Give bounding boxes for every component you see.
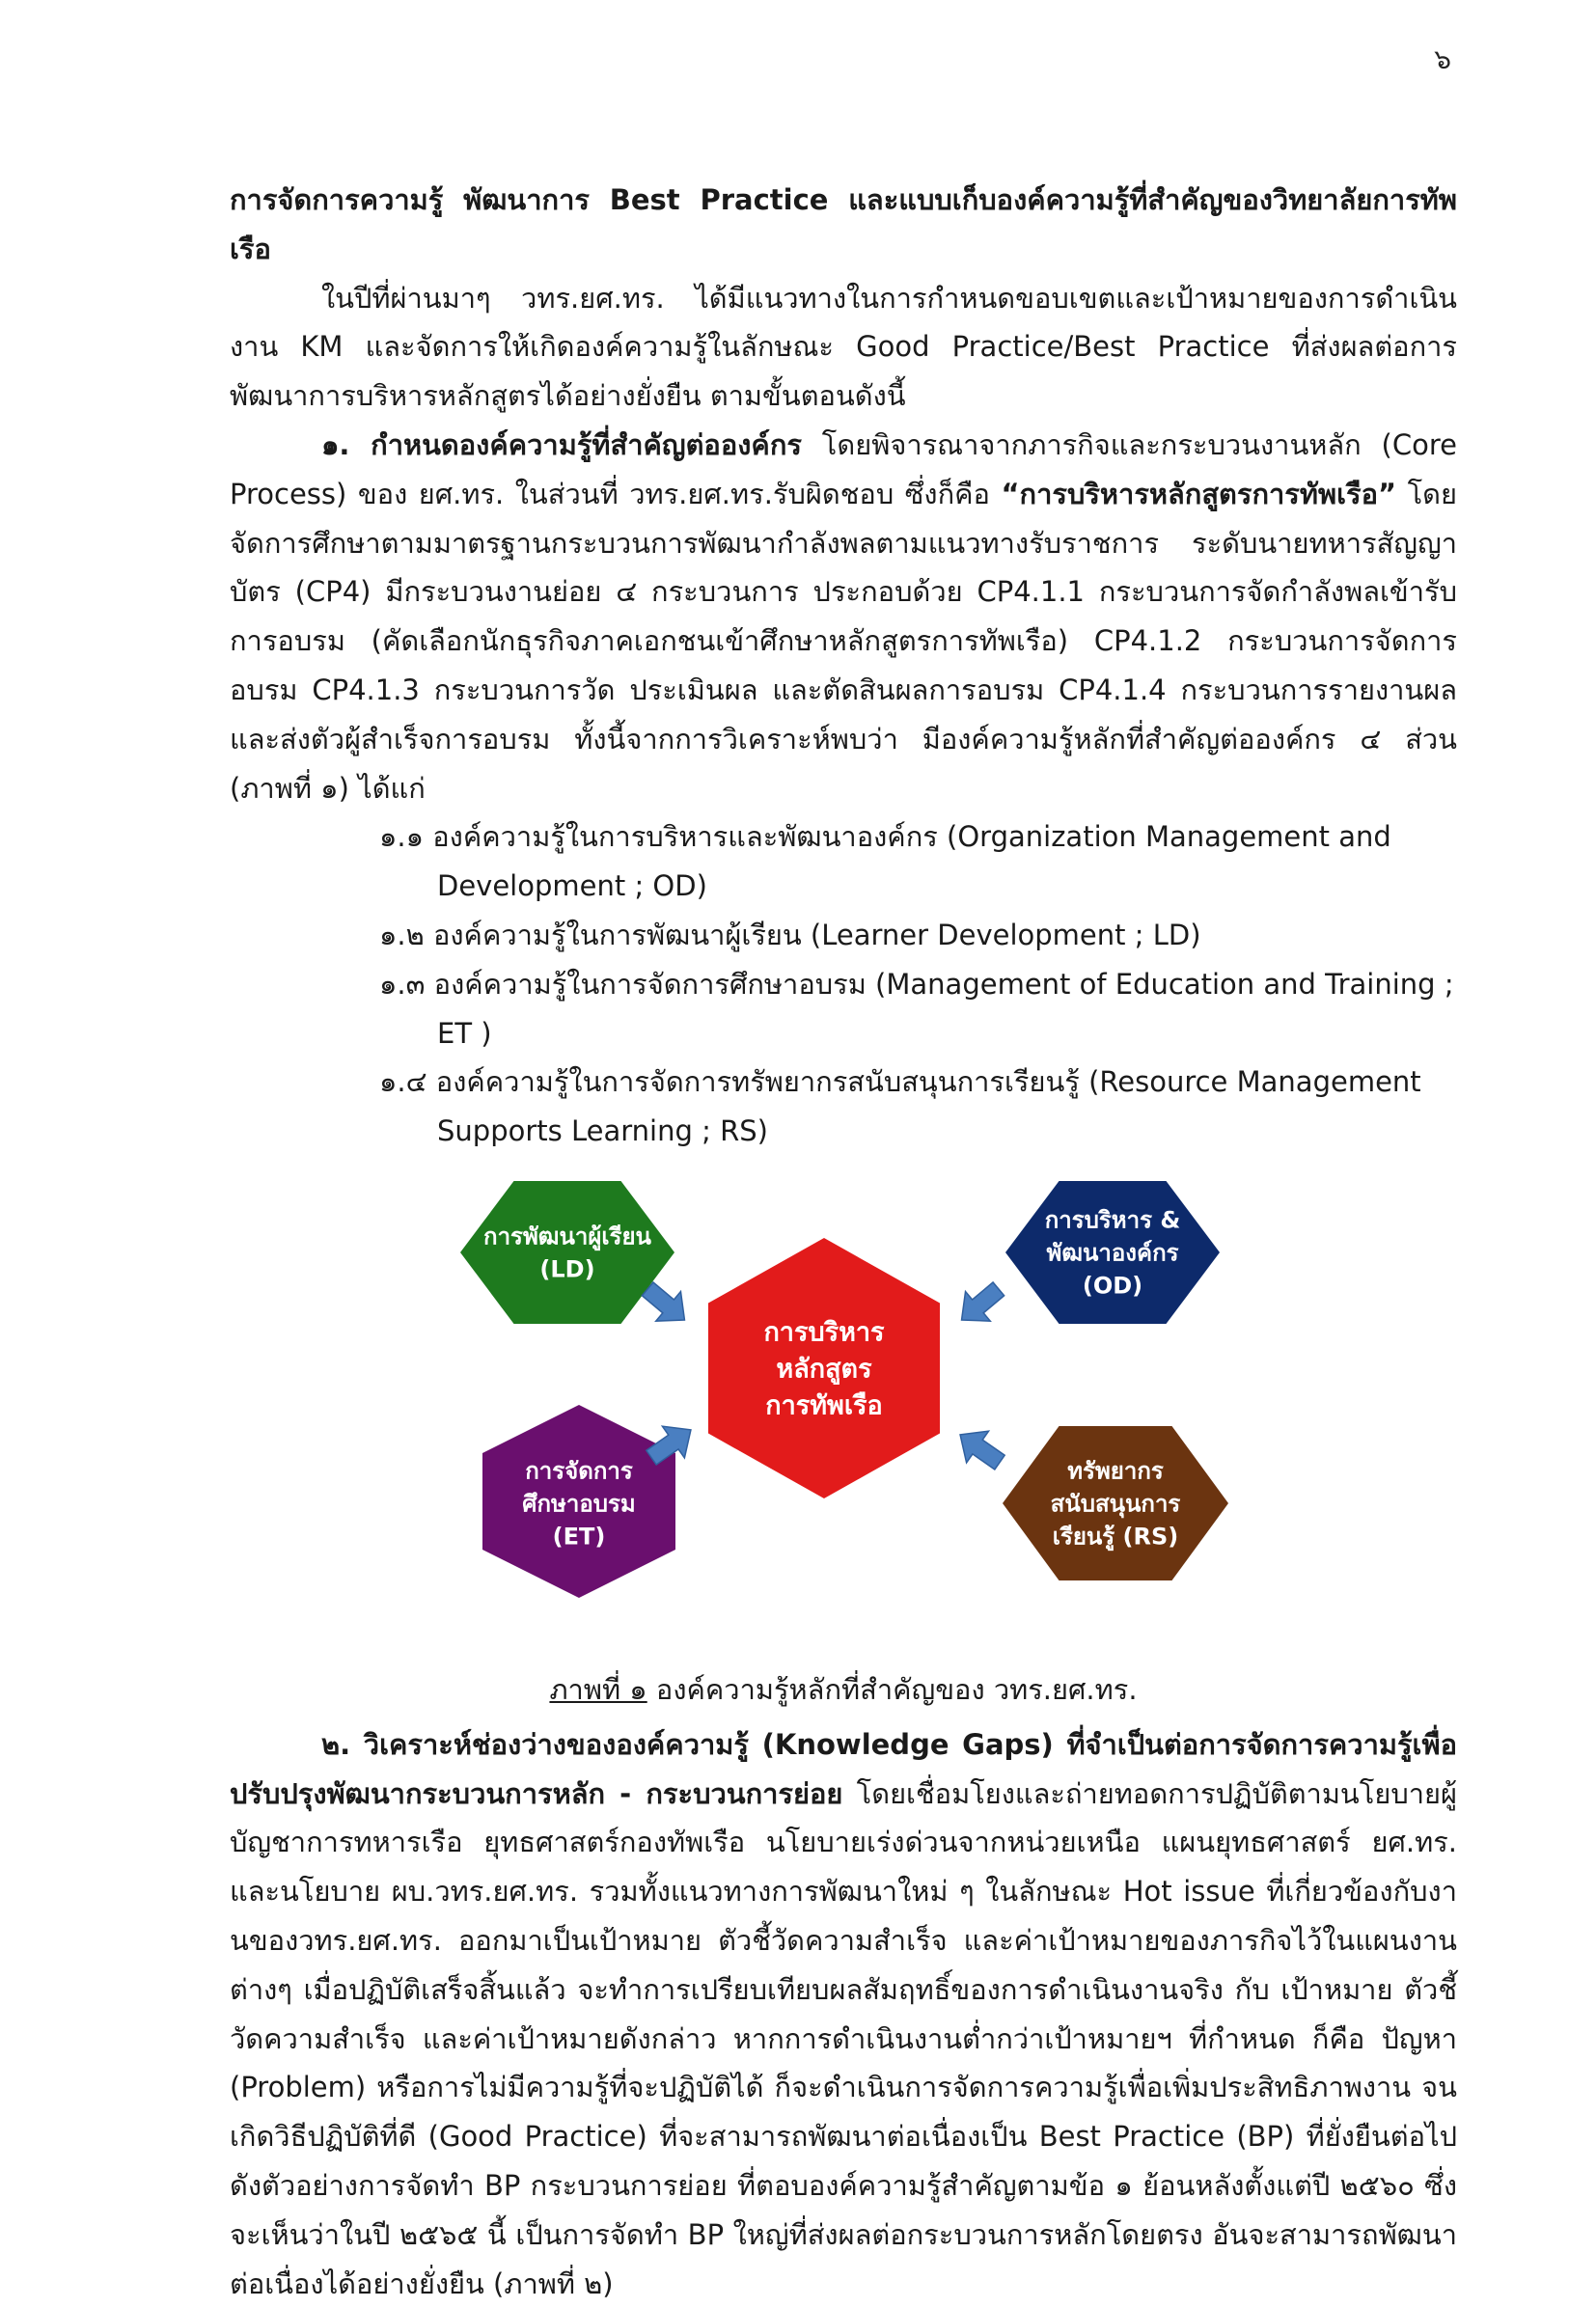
ld-hexagon: [460, 1181, 674, 1324]
document-body: [230, 176, 1457, 2308]
section-1-paragraph: [230, 421, 1457, 812]
section-2-text: โดยเชื่อมโยงและถ่ายทอดการปฏิบัติตามนโยบายผู้บัญชาการทหารเรือ ยุทธศาสตร์กองทัพเรือ นโยบายเร่งด่วนจากหน่วยเหนือ แผนยุทธศาสตร์ ยศ.ทร. และนโยบาย ผบ.วทร.ยศ.ทร. รวมทั้งแนวทางการพัฒนาใหม่ ๆ ในลักษณะ Hot issue ที่เกี่ยวข้องกับงานของวทร.ยศ.ทร. ออกมาเป็นเป้าหมาย ตัวชี้วัดความสำเร็จ และค่าเป้าหมายของภารกิจไว้ในแผนงานต่างๆ เมื่อปฏิบัติเสร็จสิ้นแล้ว จะทำการเปรียบเทียบผลสัมฤทธิ์ของการดำเนินงานจริง กับ เป้าหมาย ตัวชี้วัดความสำเร็จ และค่าเป้าหมายดังกล่าว หากการดำเนินงานต่ำกว่าเป้าหมายฯ ที่กำหนด ก็คือ ปัญหา (Problem) หรือการไม่มีความรู้ที่จะปฏิบัติได้ ก็จะดำเนินการจัดการความรู้เพื่อเพิ่มประสิทธิภาพงาน จนเกิดวิธีปฏิบัติที่ดี (Good Practice) ที่จะสามารถพัฒนาต่อเนื่องเป็น Best Practice (BP) ที่ยั่งยืนต่อไป ดังตัวอย่างการจัดทำ BP กระบวนการย่อย ที่ตอบองค์ความรู้สำคัญตามข้อ ๑ ย้อนหลังตั้งแต่ปี ๒๕๖๐ ซึ่งจะเห็นว่าในปี ๒๕๖๕ นี้ เป็นการจัดทำ BP ใหญ่ที่ส่งผลต่อกระบวนการหลักโดยตรง อันจะสามารถพัฒนาต่อเนื่องได้อย่างยั่งยืน (ภาพที่ ๒): [230, 1776, 1457, 2300]
list-item: ๑.๑ องค์ความรู้ในการบริหารและพัฒนาองค์กร (Organization Management and Development ; OD): [379, 820, 1391, 903]
ld-label: การพัฒนาผู้เรียน(LD): [483, 1223, 651, 1283]
rs-label: ทรัพยากรสนับสนุนการเรียนรู้ (RS): [1050, 1457, 1181, 1551]
knowledge-list: [230, 812, 1457, 1156]
et-label: การจัดการศึกษาอบรม(ET): [522, 1457, 636, 1551]
arrow-od: [949, 1274, 1011, 1334]
caption-text: องค์ความรู้หลักที่สำคัญของ วทร.ยศ.ทร.: [647, 1672, 1138, 1706]
od-label: การบริหาร &พัฒนาองค์กร(OD): [1044, 1206, 1181, 1300]
page-title: การจัดการความรู้ พัฒนาการ Best Practice และแบบเก็บองค์ความรู้ที่สำคัญของวิทยาลัยการทัพเรือ: [230, 183, 1457, 265]
list-item: ๑.๒ องค์ความรู้ในการพัฒนาผู้เรียน (Learner Development ; LD): [379, 918, 1201, 951]
caption-label: ภาพที่ ๑: [549, 1672, 647, 1706]
list-item: ๑.๔ องค์ความรู้ในการจัดการทรัพยากรสนับสนุนการเรียนรู้ (Resource Management Supports Learning ; RS): [379, 1065, 1421, 1148]
page-number: ๖: [1434, 43, 1451, 75]
section-1-emphasis: “การบริหารหลักสูตรการทัพเรือ”: [1001, 477, 1397, 510]
hexagon-diagram: [230, 1156, 1457, 1658]
arrow-rs: [949, 1418, 1011, 1477]
center-label: การบริหารหลักสูตรการทัพเรือ: [763, 1317, 885, 1421]
section-1-text-a: โดยพิจารณาจากภารกิจและกระบวนงานหลัก (Core Process) ของ ยศ.ทร. ในส่วนที่ วทร.ยศ.ทร.รับผิดชอบ ซึ่งก็คือ: [230, 427, 1457, 510]
section-1-heading: ๑. กำหนดองค์ความรู้ที่สำคัญต่อองค์กร: [321, 427, 802, 461]
knowledge-figure: [230, 1156, 1457, 1658]
figure-caption: [230, 1665, 1457, 1715]
list-item: ๑.๓ องค์ความรู้ในการจัดการศึกษาอบรม (Management of Education and Training ; ET ): [379, 967, 1454, 1050]
section-1-text-b: โดยจัดการศึกษาตามมาตรฐานกระบวนการพัฒนากำลังพลตามแนวทางรับราชการ ระดับนายทหารสัญญาบัตร (CP4) มีกระบวนงานย่อย ๔ กระบวนการ ประกอบด้วย CP4.1.1 กระบวนการจัดกำลังพลเข้ารับการอบรม (คัดเลือกนักธุรกิจภาคเอกชนเข้าศึกษาหลักสูตรการทัพเรือ) CP4.1.2 กระบวนการจัดการอบรม CP4.1.3 กระบวนการวัด ประเมินผล และตัดสินผลการอบรม CP4.1.4 กระบวนการรายงานผลและส่งตัวผู้สำเร็จการอบรม ทั้งนี้จากการวิเคราะห์พบว่า มีองค์ความรู้หลักที่สำคัญต่อองค์กร ๔ ส่วน (ภาพที่ ๑) ได้แก่: [230, 477, 1458, 805]
section-2-heading: ๒. วิเคราะห์ช่องว่างขององค์ความรู้ (Knowledge Gaps) ที่จำเป็นต่อการจัดการความรู้เพื่อปรับปรุงพัฒนากระบวนการหลัก - กระบวนการย่อย: [230, 1727, 1457, 1810]
intro-paragraph: ในปีที่ผ่านมาๆ วทร.ยศ.ทร. ได้มีแนวทางในการกำหนดขอบเขตและเป้าหมายของการดำเนินงาน KM และจัดการให้เกิดองค์ความรู้ในลักษณะ Good Practice/Best Practice ที่ส่งผลต่อการพัฒนาการบริหารหลักสูตรได้อย่างยั่งยืน ตามขั้นตอนดังนี้: [230, 281, 1457, 413]
section-2-paragraph: [230, 1720, 1457, 2308]
